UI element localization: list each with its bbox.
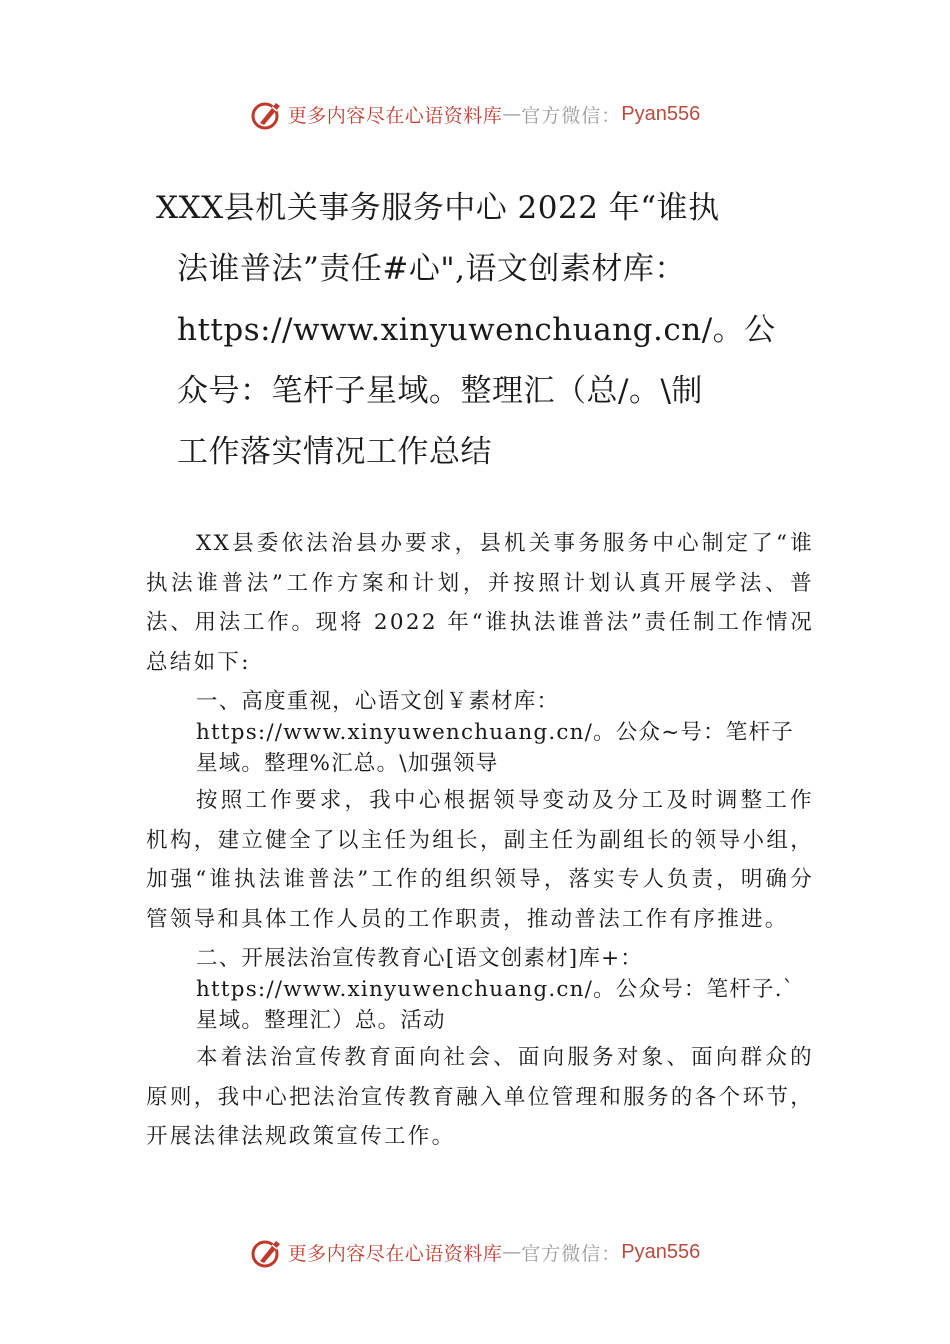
footer-banner (0, 1232, 950, 1272)
section-1-paragraph: 按照工作要求，我中心根据领导变动及分工及时调整工作机构，建立健全了以主任为组长，副主任为副组长的领导小组，加强“谁执法谁普法”工作的组织领导，落实专人负责，明确分管领导和具体工作人员的工作职责，推动普法工作有序推进。 (146, 788, 814, 932)
title-line-5: 工作落实情况工作总结 (177, 434, 492, 470)
brand-text: 更多内容尽在心语资料库 (287, 104, 503, 127)
document-body (146, 524, 814, 1157)
wechat-id: Pyan556 (621, 1240, 701, 1263)
title-line-2: 法谁普法”责任#心",语文创素材库： (177, 251, 686, 287)
title-line-3: https://www.xinyuwenchuang.cn/。公 (177, 312, 776, 348)
banner-separator: — (502, 103, 522, 125)
wechat-label: 官方微信： (521, 1242, 622, 1265)
document-title (150, 178, 790, 483)
quill-pen-circle-icon (250, 1235, 284, 1269)
header-banner (0, 94, 950, 134)
brand-text: 更多内容尽在心语资料库 (287, 1242, 503, 1265)
section-1-heading: 一、高度重视，心语文创￥素材库：https://www.xinyuwenchuang.cn/。公众~号：笔杆子星域。整理%汇总。\加强领导 (196, 689, 794, 776)
section-2-heading: 二、开展法治宣传教育心[语文创素材]库+：https://www.xinyuwenchuang.cn/。公众号：笔杆子.`星域。整理汇）总。活动 (196, 946, 795, 1033)
section-2-paragraph: 本着法治宣传教育面向社会、面向服务对象、面向群众的原则，我中心把法治宣传教育融入单位管理和服务的各个环节，开展法律法规政策宣传工作。 (146, 1045, 814, 1149)
title-line-1: XXX县机关事务服务中心 2022 年“谁执 (156, 190, 720, 226)
quill-pen-circle-icon (250, 97, 284, 131)
intro-paragraph: XX县委依法治县办要求，县机关事务服务中心制定了“谁执法谁普法”工作方案和计划，并按照计划认真开展学法、普法、用法工作。现将 2022 年“谁执法谁普法”责任制工作情况总结如下: (146, 531, 814, 675)
wechat-id: Pyan556 (621, 102, 701, 125)
banner-separator: — (502, 1241, 522, 1263)
title-line-4: 众号：笔杆子星域。整理汇（总/。\制 (177, 373, 703, 409)
wechat-label: 官方微信： (521, 104, 622, 127)
